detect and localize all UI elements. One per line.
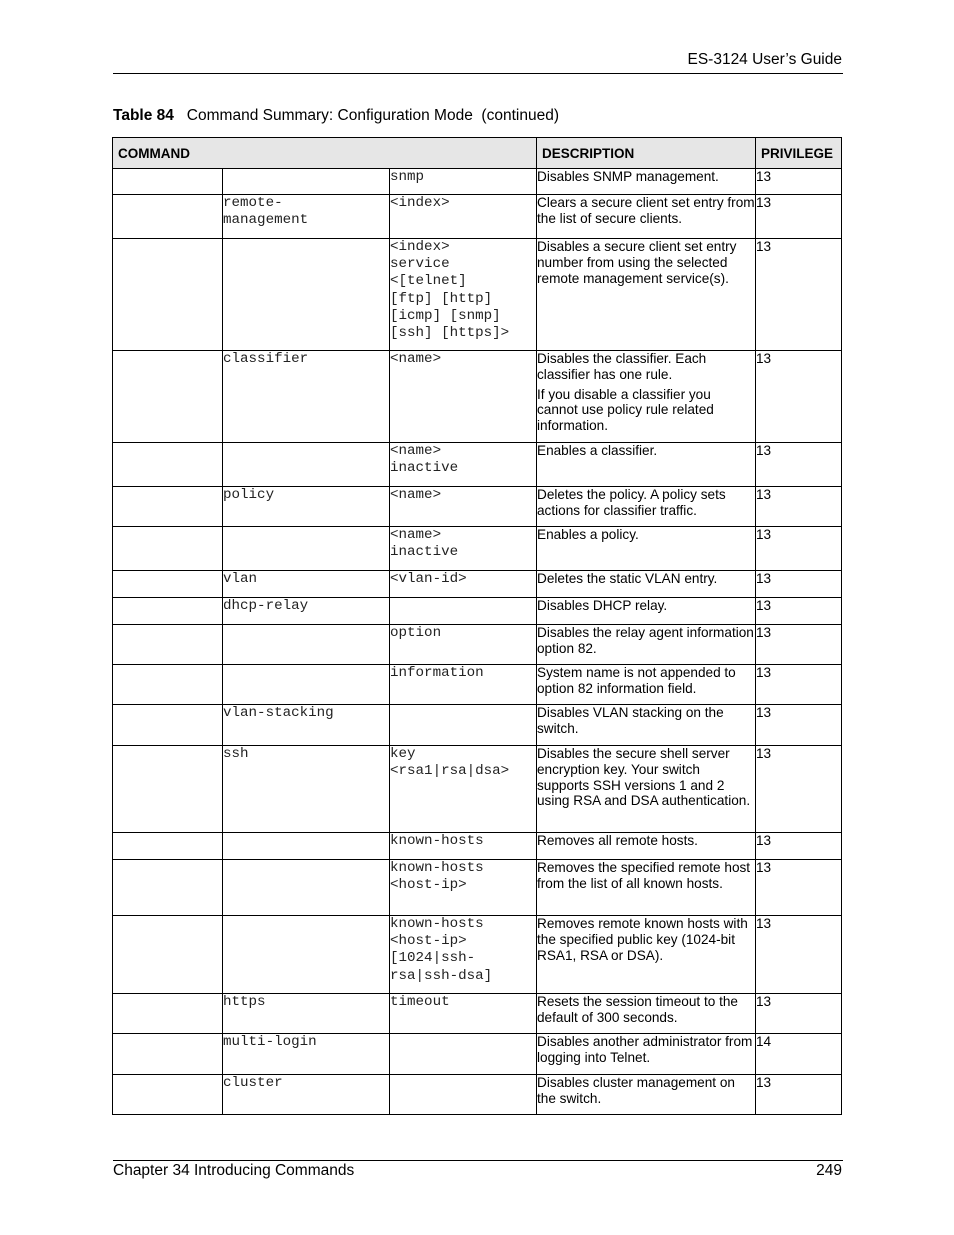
description-paragraph: Disables DHCP relay. bbox=[537, 598, 668, 613]
command-keyword-cell bbox=[223, 665, 390, 705]
command-level1-cell bbox=[113, 916, 223, 994]
description-paragraph: Removes all remote hosts. bbox=[537, 833, 698, 848]
table-row bbox=[113, 351, 842, 443]
command-level1-cell bbox=[113, 1034, 223, 1075]
header-command: COMMAND bbox=[113, 138, 537, 169]
privilege-cell: 13 bbox=[756, 1075, 842, 1115]
command-keyword-cell: ssh bbox=[223, 746, 390, 833]
description-paragraph: Clears a secure client set entry from the list of secure clients. bbox=[537, 195, 755, 226]
table-number: Table 84 bbox=[113, 107, 174, 124]
table-row bbox=[113, 487, 842, 527]
description-cell bbox=[537, 239, 756, 351]
description-cell bbox=[537, 625, 756, 665]
command-keyword-cell: dhcp-relay bbox=[223, 598, 390, 625]
header-privilege: PRIVILEGE bbox=[756, 138, 842, 169]
command-level1-cell bbox=[113, 169, 223, 195]
footer-chapter: Chapter 34 Introducing Commands bbox=[113, 1162, 355, 1179]
description-paragraph: Enables a classifier. bbox=[537, 443, 658, 458]
description-paragraph: Disables the secure shell server encryption key. Your switch supports SSH versions 1 and 2 using RSA and DSA authentication. bbox=[537, 746, 751, 809]
command-argument-cell bbox=[390, 1075, 537, 1115]
command-keyword-cell: vlan-stacking bbox=[223, 705, 390, 746]
command-argument-cell: snmp bbox=[390, 169, 537, 195]
table-row bbox=[113, 705, 842, 746]
description-cell bbox=[537, 169, 756, 195]
command-level1-cell bbox=[113, 487, 223, 527]
privilege-cell: 13 bbox=[756, 916, 842, 994]
table-row bbox=[113, 665, 842, 705]
command-argument-cell: known-hosts bbox=[390, 833, 537, 860]
command-keyword-cell: remote- management bbox=[223, 195, 390, 239]
command-argument-cell: <name> bbox=[390, 351, 537, 443]
command-argument-cell bbox=[390, 598, 537, 625]
table-row bbox=[113, 916, 842, 994]
table-row bbox=[113, 860, 842, 916]
privilege-cell: 13 bbox=[756, 833, 842, 860]
privilege-cell: 13 bbox=[756, 746, 842, 833]
description-cell bbox=[537, 351, 756, 443]
command-summary-table bbox=[112, 137, 842, 1115]
description-paragraph: Removes the specified remote host from the list of all known hosts. bbox=[537, 860, 751, 891]
header-description: DESCRIPTION bbox=[537, 138, 756, 169]
command-keyword-cell: multi-login bbox=[223, 1034, 390, 1075]
description-paragraph: Disables the classifier. Each classifier has one rule. bbox=[537, 351, 707, 382]
description-cell bbox=[537, 994, 756, 1034]
description-cell bbox=[537, 571, 756, 598]
command-argument-cell: known-hosts <host-ip> bbox=[390, 860, 537, 916]
command-level1-cell bbox=[113, 527, 223, 571]
table-row bbox=[113, 571, 842, 598]
command-level1-cell bbox=[113, 860, 223, 916]
privilege-cell: 13 bbox=[756, 625, 842, 665]
description-paragraph: If you disable a classifier you cannot use policy rule related information. bbox=[537, 386, 714, 434]
command-argument-cell: <name> inactive bbox=[390, 443, 537, 487]
description-paragraph: Disables another administrator from logging into Telnet. bbox=[537, 1034, 753, 1065]
command-keyword-cell bbox=[223, 527, 390, 571]
command-level1-cell bbox=[113, 571, 223, 598]
description-paragraph: Disables a secure client set entry number from using the selected remote management service(s). bbox=[537, 239, 737, 286]
command-level1-cell bbox=[113, 746, 223, 833]
command-keyword-cell: https bbox=[223, 994, 390, 1034]
privilege-cell: 13 bbox=[756, 860, 842, 916]
privilege-cell: 13 bbox=[756, 195, 842, 239]
command-level1-cell bbox=[113, 598, 223, 625]
description-paragraph: Disables SNMP management. bbox=[537, 169, 719, 184]
description-cell bbox=[537, 598, 756, 625]
privilege-cell: 13 bbox=[756, 239, 842, 351]
command-keyword-cell: classifier bbox=[223, 351, 390, 443]
command-level1-cell bbox=[113, 195, 223, 239]
description-paragraph: Resets the session timeout to the default of 300 seconds. bbox=[537, 994, 738, 1025]
command-keyword-cell bbox=[223, 169, 390, 195]
command-level1-cell bbox=[113, 351, 223, 443]
footer-rule bbox=[113, 1160, 843, 1161]
privilege-cell: 13 bbox=[756, 665, 842, 705]
description-cell bbox=[537, 833, 756, 860]
description-cell bbox=[537, 527, 756, 571]
command-keyword-cell: policy bbox=[223, 487, 390, 527]
header-rule bbox=[113, 73, 843, 74]
description-cell bbox=[537, 746, 756, 833]
command-keyword-cell bbox=[223, 860, 390, 916]
command-keyword-cell bbox=[223, 833, 390, 860]
command-argument-cell bbox=[390, 1034, 537, 1075]
command-keyword-cell bbox=[223, 625, 390, 665]
privilege-cell: 13 bbox=[756, 527, 842, 571]
privilege-cell: 13 bbox=[756, 351, 842, 443]
description-paragraph: Disables VLAN stacking on the switch. bbox=[537, 705, 724, 736]
table-row bbox=[113, 443, 842, 487]
command-level1-cell bbox=[113, 665, 223, 705]
privilege-cell: 13 bbox=[756, 487, 842, 527]
document-header-title: ES-3124 User’s Guide bbox=[687, 51, 842, 68]
privilege-cell: 13 bbox=[756, 598, 842, 625]
description-paragraph: System name is not appended to option 82 information field. bbox=[537, 665, 736, 696]
description-paragraph: Disables cluster management on the switch. bbox=[537, 1075, 735, 1106]
command-argument-cell: <index> bbox=[390, 195, 537, 239]
table-caption-text: Command Summary: Configuration Mode (continued) bbox=[173, 107, 559, 124]
description-cell bbox=[537, 665, 756, 705]
description-cell bbox=[537, 1034, 756, 1075]
footer-page-number: 249 bbox=[816, 1162, 842, 1179]
table-row bbox=[113, 833, 842, 860]
privilege-cell: 13 bbox=[756, 994, 842, 1034]
command-keyword-cell bbox=[223, 443, 390, 487]
description-cell bbox=[537, 487, 756, 527]
table-row bbox=[113, 1034, 842, 1075]
table-row bbox=[113, 1075, 842, 1115]
table-row bbox=[113, 598, 842, 625]
table-caption bbox=[113, 107, 559, 125]
command-keyword-cell: vlan bbox=[223, 571, 390, 598]
command-argument-cell: key <rsa1|rsa|dsa> bbox=[390, 746, 537, 833]
command-argument-cell: <name> bbox=[390, 487, 537, 527]
command-argument-cell: <vlan-id> bbox=[390, 571, 537, 598]
command-argument-cell bbox=[390, 705, 537, 746]
description-cell bbox=[537, 860, 756, 916]
command-argument-cell: option bbox=[390, 625, 537, 665]
description-cell bbox=[537, 195, 756, 239]
command-argument-cell: timeout bbox=[390, 994, 537, 1034]
command-keyword-cell bbox=[223, 916, 390, 994]
command-level1-cell bbox=[113, 833, 223, 860]
table-row bbox=[113, 169, 842, 195]
description-paragraph: Deletes the static VLAN entry. bbox=[537, 571, 718, 586]
privilege-cell: 14 bbox=[756, 1034, 842, 1075]
privilege-cell: 13 bbox=[756, 571, 842, 598]
description-cell bbox=[537, 916, 756, 994]
privilege-cell: 13 bbox=[756, 705, 842, 746]
command-level1-cell bbox=[113, 443, 223, 487]
description-paragraph: Disables the relay agent information option 82. bbox=[537, 625, 754, 656]
description-cell bbox=[537, 443, 756, 487]
description-cell bbox=[537, 705, 756, 746]
table-row bbox=[113, 195, 842, 239]
table-row bbox=[113, 625, 842, 665]
command-level1-cell bbox=[113, 994, 223, 1034]
command-keyword-cell bbox=[223, 239, 390, 351]
command-level1-cell bbox=[113, 705, 223, 746]
command-argument-cell: known-hosts <host-ip> [1024|ssh- rsa|ssh-dsa] bbox=[390, 916, 537, 994]
command-level1-cell bbox=[113, 625, 223, 665]
command-level1-cell bbox=[113, 1075, 223, 1115]
command-argument-cell: <index> service <[telnet] [ftp] [http] [icmp] [snmp] [ssh] [https]> bbox=[390, 239, 537, 351]
description-paragraph: Enables a policy. bbox=[537, 527, 639, 542]
description-paragraph: Deletes the policy. A policy sets actions for classifier traffic. bbox=[537, 487, 726, 518]
table-row bbox=[113, 994, 842, 1034]
table-row bbox=[113, 746, 842, 833]
command-keyword-cell: cluster bbox=[223, 1075, 390, 1115]
description-cell bbox=[537, 1075, 756, 1115]
table-header-row bbox=[113, 138, 842, 169]
command-argument-cell: information bbox=[390, 665, 537, 705]
command-level1-cell bbox=[113, 239, 223, 351]
description-paragraph: Removes remote known hosts with the specified public key (1024-bit RSA1, RSA or DSA). bbox=[537, 916, 748, 963]
privilege-cell: 13 bbox=[756, 443, 842, 487]
table-row bbox=[113, 527, 842, 571]
privilege-cell: 13 bbox=[756, 169, 842, 195]
command-argument-cell: <name> inactive bbox=[390, 527, 537, 571]
table-row bbox=[113, 239, 842, 351]
